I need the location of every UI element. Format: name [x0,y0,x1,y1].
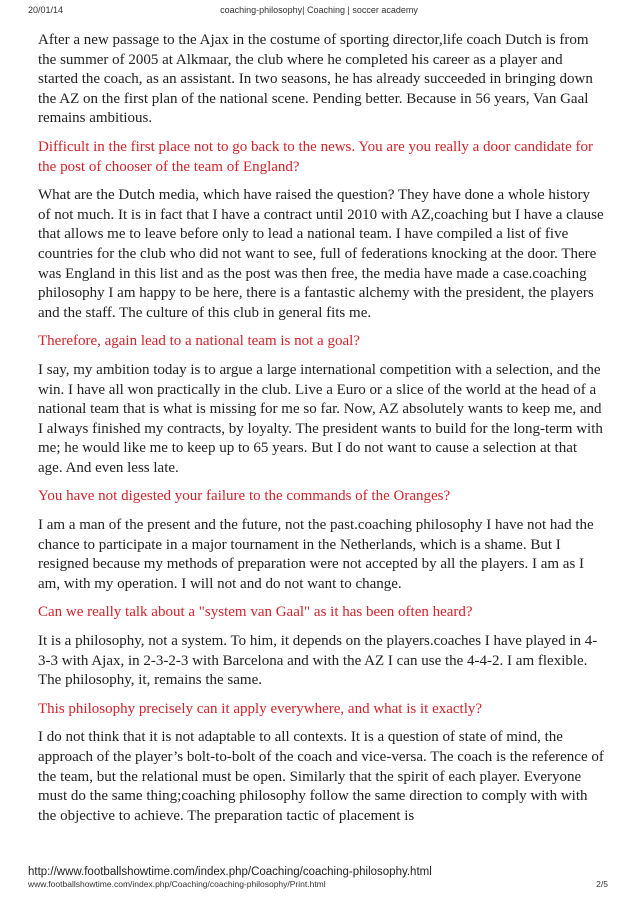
answer-paragraph: After a new passage to the Ajax in the costume of sporting director,life coach Dutch is from the summer of 2005 at Alkmaar, the club where he completed his career as a player and started the coach, as an assistant. In two seasons, he has already succeeded in bringing down the AZ on the first plan of the national scene. Pending better. Because in 56 years, Van Gaal remains ambitious. [38,32,593,127]
answer-paragraph: I say, my ambition today is to argue a large international competition with a selection, and the win. I have all won practically in the club. Live a Euro or a slice of the world at the head of a national team that is what is missing for me so far. Now, AZ absolutely wants to keep me, and I always finished my contracts, by loyalty. The president wants to build for the long-term with me; he would like me to keep up to 65 years. But I do not want to cause a selection at that age. And even less late. [38,361,603,476]
page-number: 2/5 [596,879,608,889]
question-paragraph: Difficult in the first place not to go back to the news. You are you really a door candidate for the post of chooser of the team of England? [38,138,593,175]
question-paragraph: Can we really talk about a "system van Gaal" as it has been often heard? [38,604,473,621]
print-footer [0,879,638,893]
question-paragraph: You have not digested your failure to the commands of the Oranges? [38,488,451,505]
print-footer-url: www.footballshowtime.com/index.php/Coaching/coaching-philosophy/Print.html [28,879,326,889]
source-url-link[interactable]: http://www.footballshowtime.com/index.php/Coaching/coaching-philosophy.html [28,866,432,878]
answer-paragraph: What are the Dutch media, which have raised the question? They have done a whole history of not much. It is in fact that I have a contract until 2010 with AZ,coaching but I have a clause that allows me to leave before only to lead a national team. I have compiled a list of five countries for the club who did not want to see, full of federations knocking at the door. There was England in this list and as the post was then free, the media have made a case.coaching philosophy I am happy to be here, there is a fantastic alchemy with the president, the players and the staff. The culture of this club in general fits me. [38,187,604,321]
article-body [38,31,604,835]
print-header [0,5,638,19]
question-paragraph: This philosophy precisely can it apply everywhere, and what is it exactly? [38,700,483,717]
print-date: 20/01/14 [28,5,64,15]
question-paragraph: Therefore, again lead to a national team is not a goal? [38,333,360,350]
answer-paragraph: I am a man of the present and the future, not the past.coaching philosophy I have not had the chance to participate in a major tournament in the Netherlands, which is a shame. But I resigned because my methods of preparation were not accepted by all the players. I am as I am, with my operation. I will not and do not want to change. [38,517,594,592]
answer-paragraph: I do not think that it is not adaptable to all contexts. It is a question of state of mind, the approach of the player’s bolt-to-bolt of the coach and vice-versa. The coach is the reference of the team, but the relational must be open. Similarly that the spirit of each player. Everyone must do the same thing;coaching philosophy follow the same direction to comply with with the objective to achieve. The preparation tactic of placement is [38,729,604,824]
print-page-title: coaching-philosophy| Coaching | soccer academy [220,5,418,15]
answer-paragraph: It is a philosophy, not a system. To him, it depends on the players.coaches I have played in 4-3-3 with Ajax, in 2-3-2-3 with Barcelona and with the AZ I can use the 4-4-2. I am flexible. The philosophy, it, remains the same. [38,633,598,689]
